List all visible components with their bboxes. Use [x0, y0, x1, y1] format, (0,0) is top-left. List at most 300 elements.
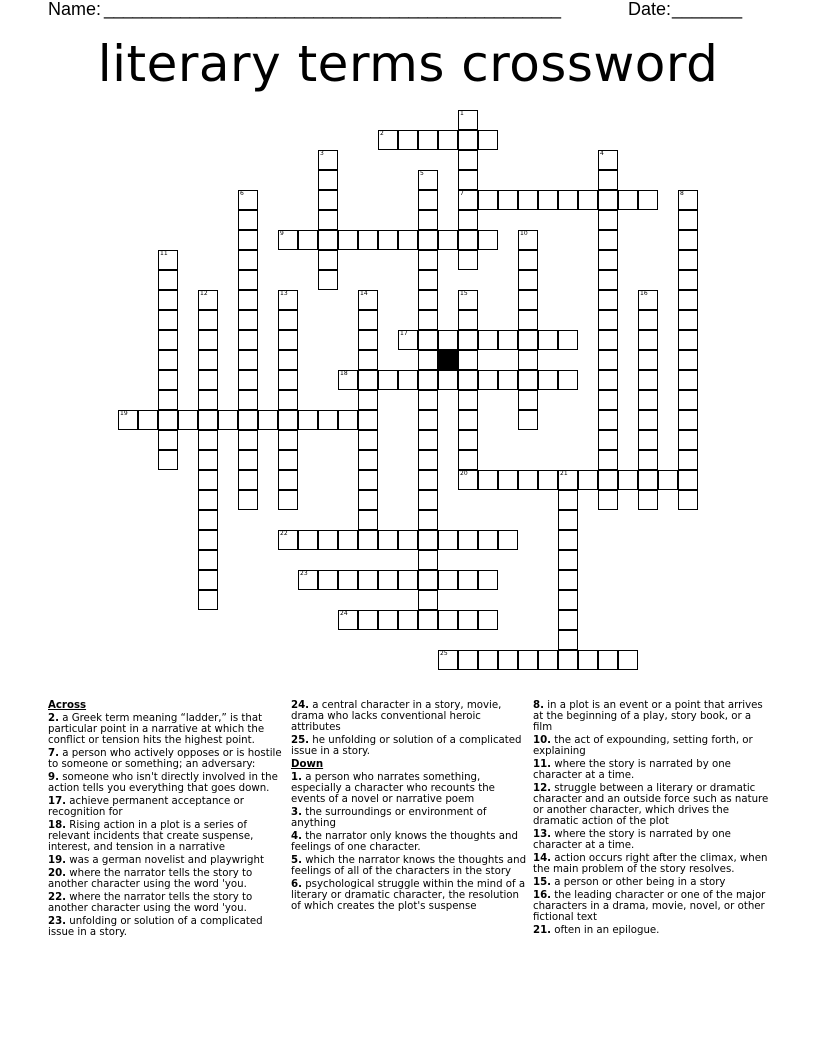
grid-cell[interactable]	[358, 330, 378, 350]
grid-cell[interactable]	[318, 210, 338, 230]
grid-cell[interactable]	[418, 570, 438, 590]
grid-cell[interactable]	[358, 410, 378, 430]
grid-cell[interactable]	[458, 430, 478, 450]
grid-cell[interactable]	[638, 370, 658, 390]
grid-cell[interactable]	[458, 310, 478, 330]
clue-number: 6.	[291, 879, 302, 890]
grid-cell[interactable]	[238, 270, 258, 290]
grid-cell[interactable]	[338, 410, 358, 430]
clue-item	[48, 855, 284, 866]
grid-cell[interactable]	[458, 230, 478, 250]
grid-cell[interactable]	[598, 410, 618, 430]
grid-cell[interactable]	[438, 530, 458, 550]
grid-cell[interactable]	[338, 570, 358, 590]
clue-item	[533, 853, 769, 875]
grid-cell[interactable]	[418, 530, 438, 550]
grid-cell[interactable]	[418, 330, 438, 350]
grid-cell[interactable]	[158, 390, 178, 410]
date-label: Date:	[628, 0, 672, 19]
grid-cell[interactable]	[518, 190, 538, 210]
grid-cell[interactable]	[418, 470, 438, 490]
name-field[interactable]: ________________________________________________	[104, 0, 561, 19]
grid-cell[interactable]	[418, 410, 438, 430]
grid-cell[interactable]	[358, 370, 378, 390]
grid-cell[interactable]	[238, 210, 258, 230]
grid-cell[interactable]	[418, 270, 438, 290]
grid-cell[interactable]	[238, 290, 258, 310]
grid-cell[interactable]	[458, 210, 478, 230]
grid-cell[interactable]	[638, 330, 658, 350]
grid-cell[interactable]	[458, 330, 478, 350]
grid-cell[interactable]	[538, 190, 558, 210]
grid-cell[interactable]	[558, 590, 578, 610]
clue-number: 14.	[533, 853, 552, 864]
clue-text: the surroundings or environment of anything	[291, 807, 487, 829]
grid-cell[interactable]	[678, 290, 698, 310]
grid-cell[interactable]	[638, 390, 658, 410]
grid-cell[interactable]	[358, 510, 378, 530]
grid-cell[interactable]	[418, 590, 438, 610]
grid-cell[interactable]	[158, 350, 178, 370]
grid-cell[interactable]	[678, 490, 698, 510]
grid-cell[interactable]	[338, 230, 358, 250]
clue-item	[291, 700, 527, 733]
grid-cell[interactable]	[358, 610, 378, 630]
grid-cell[interactable]	[338, 530, 358, 550]
grid-cell[interactable]	[458, 610, 478, 630]
grid-cell[interactable]	[598, 150, 618, 170]
grid-cell[interactable]	[318, 190, 338, 210]
grid-cell[interactable]	[458, 350, 478, 370]
grid-cell[interactable]	[418, 350, 438, 370]
grid-cell[interactable]	[298, 410, 318, 430]
grid-cell[interactable]	[618, 470, 638, 490]
grid-cell[interactable]	[338, 370, 358, 390]
grid-cell[interactable]	[558, 370, 578, 390]
cell-number: 23	[300, 570, 308, 577]
grid-cell[interactable]	[358, 490, 378, 510]
grid-cell[interactable]	[638, 310, 658, 330]
grid-cell[interactable]	[538, 650, 558, 670]
grid-cell[interactable]	[638, 350, 658, 370]
grid-cell[interactable]	[518, 230, 538, 250]
grid-cell[interactable]	[278, 430, 298, 450]
grid-cell[interactable]	[678, 210, 698, 230]
grid-cell[interactable]	[598, 310, 618, 330]
grid-cell[interactable]	[318, 170, 338, 190]
grid-cell[interactable]	[458, 110, 478, 130]
grid-cell[interactable]	[558, 570, 578, 590]
grid-cell[interactable]	[158, 370, 178, 390]
grid-cell[interactable]	[498, 470, 518, 490]
grid-cell[interactable]	[278, 310, 298, 330]
grid-cell[interactable]	[678, 370, 698, 390]
grid-cell[interactable]	[678, 450, 698, 470]
cell-number: 3	[320, 150, 324, 157]
grid-cell[interactable]	[198, 450, 218, 470]
grid-cell[interactable]	[438, 570, 458, 590]
grid-cell[interactable]	[458, 290, 478, 310]
grid-cell[interactable]	[418, 310, 438, 330]
grid-cell[interactable]	[278, 370, 298, 390]
grid-cell[interactable]	[598, 650, 618, 670]
grid-cell[interactable]	[478, 370, 498, 390]
grid-cell[interactable]	[558, 330, 578, 350]
grid-cell[interactable]	[598, 370, 618, 390]
grid-cell[interactable]	[338, 610, 358, 630]
grid-cell[interactable]	[418, 430, 438, 450]
grid-cell[interactable]	[358, 310, 378, 330]
grid-cell[interactable]	[238, 370, 258, 390]
grid-cell[interactable]	[378, 570, 398, 590]
grid-cell[interactable]	[538, 370, 558, 390]
grid-cell[interactable]	[598, 390, 618, 410]
grid-cell[interactable]	[618, 650, 638, 670]
grid-cell[interactable]	[198, 330, 218, 350]
grid-cell[interactable]	[378, 610, 398, 630]
clue-number: 19.	[48, 855, 67, 866]
grid-cell[interactable]	[458, 170, 478, 190]
grid-cell[interactable]	[378, 230, 398, 250]
grid-cell[interactable]	[118, 410, 138, 430]
grid-cell[interactable]	[478, 470, 498, 490]
grid-cell[interactable]	[678, 270, 698, 290]
clue-item	[533, 890, 769, 923]
grid-cell[interactable]	[678, 230, 698, 250]
grid-cell[interactable]	[678, 190, 698, 210]
grid-cell[interactable]	[558, 510, 578, 530]
grid-cell[interactable]	[558, 190, 578, 210]
grid-cell[interactable]	[278, 530, 298, 550]
grid-cell[interactable]	[198, 550, 218, 570]
clue-text: psychological struggle within the mind of a literary or dramatic character, the resolution of which creates the plot's suspense	[291, 879, 526, 912]
grid-cell[interactable]	[578, 650, 598, 670]
date-field[interactable]: _______	[672, 0, 743, 19]
grid-cell[interactable]	[458, 570, 478, 590]
grid-cell[interactable]	[398, 530, 418, 550]
grid-cell[interactable]	[158, 430, 178, 450]
grid-cell[interactable]	[598, 330, 618, 350]
grid-cell[interactable]	[638, 490, 658, 510]
grid-cell[interactable]	[598, 430, 618, 450]
grid-cell[interactable]	[198, 590, 218, 610]
grid-cell[interactable]	[398, 130, 418, 150]
grid-cell[interactable]	[198, 470, 218, 490]
grid-cell[interactable]	[438, 230, 458, 250]
grid-cell[interactable]	[458, 190, 478, 210]
grid-cell[interactable]	[158, 330, 178, 350]
clue-text: where the story is narrated by one character at a time.	[533, 829, 731, 851]
grid-cell[interactable]	[598, 170, 618, 190]
name-label: Name:	[48, 0, 102, 19]
grid-cell[interactable]	[278, 330, 298, 350]
grid-cell[interactable]	[438, 130, 458, 150]
grid-cell[interactable]	[158, 250, 178, 270]
grid-cell[interactable]	[458, 250, 478, 270]
grid-cell[interactable]	[598, 450, 618, 470]
grid-cell[interactable]	[418, 510, 438, 530]
grid-cell[interactable]	[318, 530, 338, 550]
grid-cell[interactable]	[418, 610, 438, 630]
grid-cell[interactable]	[198, 390, 218, 410]
grid-cell[interactable]	[518, 270, 538, 290]
grid-cell[interactable]	[478, 330, 498, 350]
grid-cell[interactable]	[578, 190, 598, 210]
grid-cell[interactable]	[158, 310, 178, 330]
blocked-cell	[438, 350, 458, 370]
grid-cell[interactable]	[358, 450, 378, 470]
clue-item	[48, 796, 284, 818]
grid-cell[interactable]	[158, 290, 178, 310]
grid-cell[interactable]	[418, 390, 438, 410]
grid-cell[interactable]	[238, 410, 258, 430]
grid-cell[interactable]	[278, 230, 298, 250]
grid-cell[interactable]	[558, 470, 578, 490]
grid-cell[interactable]	[598, 270, 618, 290]
grid-cell[interactable]	[278, 350, 298, 370]
grid-cell[interactable]	[478, 650, 498, 670]
grid-cell[interactable]	[298, 530, 318, 550]
grid-cell[interactable]	[478, 190, 498, 210]
clue-text: a Greek term meaning “ladder,” is that particular point in a narrative at which the conflict or tension hits the highest point.	[48, 713, 265, 746]
grid-cell[interactable]	[358, 530, 378, 550]
grid-cell[interactable]	[618, 190, 638, 210]
grid-cell[interactable]	[558, 610, 578, 630]
clue-number: 7.	[48, 748, 59, 759]
grid-cell[interactable]	[238, 470, 258, 490]
grid-cell[interactable]	[238, 310, 258, 330]
grid-cell[interactable]	[598, 190, 618, 210]
clue-item	[48, 820, 284, 853]
grid-cell[interactable]	[678, 410, 698, 430]
grid-cell[interactable]	[678, 310, 698, 330]
grid-cell[interactable]	[398, 370, 418, 390]
grid-cell[interactable]	[218, 410, 238, 430]
clue-item	[533, 700, 769, 733]
grid-cell[interactable]	[478, 230, 498, 250]
grid-cell[interactable]	[358, 230, 378, 250]
grid-cell[interactable]	[198, 530, 218, 550]
grid-cell[interactable]	[638, 470, 658, 490]
grid-cell[interactable]	[538, 330, 558, 350]
grid-cell[interactable]	[678, 250, 698, 270]
grid-cell[interactable]	[598, 290, 618, 310]
grid-cell[interactable]	[458, 450, 478, 470]
grid-cell[interactable]	[458, 390, 478, 410]
grid-cell[interactable]	[598, 350, 618, 370]
grid-cell[interactable]	[578, 470, 598, 490]
grid-cell[interactable]	[198, 510, 218, 530]
grid-cell[interactable]	[498, 530, 518, 550]
grid-cell[interactable]	[378, 370, 398, 390]
clue-number: 24.	[291, 700, 310, 711]
grid-cell[interactable]	[358, 470, 378, 490]
grid-cell[interactable]	[278, 470, 298, 490]
grid-cell[interactable]	[418, 490, 438, 510]
grid-cell[interactable]	[598, 210, 618, 230]
grid-cell[interactable]	[298, 230, 318, 250]
grid-cell[interactable]	[558, 550, 578, 570]
grid-cell[interactable]	[238, 250, 258, 270]
grid-cell[interactable]	[238, 330, 258, 350]
grid-cell[interactable]	[318, 270, 338, 290]
grid-cell[interactable]	[558, 650, 578, 670]
grid-cell[interactable]	[678, 390, 698, 410]
grid-cell[interactable]	[558, 490, 578, 510]
grid-cell[interactable]	[198, 430, 218, 450]
grid-cell[interactable]	[178, 410, 198, 430]
grid-cell[interactable]	[318, 250, 338, 270]
grid-cell[interactable]	[558, 530, 578, 550]
grid-cell[interactable]	[238, 450, 258, 470]
grid-cell[interactable]	[278, 290, 298, 310]
across-clue-list	[48, 713, 284, 938]
grid-cell[interactable]	[518, 330, 538, 350]
grid-cell[interactable]	[418, 170, 438, 190]
grid-cell[interactable]	[418, 290, 438, 310]
grid-cell[interactable]	[278, 490, 298, 510]
grid-cell[interactable]	[598, 470, 618, 490]
grid-cell[interactable]	[438, 650, 458, 670]
grid-cell[interactable]	[358, 570, 378, 590]
grid-cell[interactable]	[518, 390, 538, 410]
grid-cell[interactable]	[418, 130, 438, 150]
grid-cell[interactable]	[278, 390, 298, 410]
grid-cell[interactable]	[158, 270, 178, 290]
grid-cell[interactable]	[498, 330, 518, 350]
grid-cell[interactable]	[498, 370, 518, 390]
grid-cell[interactable]	[678, 470, 698, 490]
grid-cell[interactable]	[478, 530, 498, 550]
grid-cell[interactable]	[238, 390, 258, 410]
grid-cell[interactable]	[158, 410, 178, 430]
grid-cell[interactable]	[658, 470, 678, 490]
grid-cell[interactable]	[378, 530, 398, 550]
grid-cell[interactable]	[518, 250, 538, 270]
grid-cell[interactable]	[458, 130, 478, 150]
grid-cell[interactable]	[518, 290, 538, 310]
grid-cell[interactable]	[418, 230, 438, 250]
grid-cell[interactable]	[458, 370, 478, 390]
grid-cell[interactable]	[458, 470, 478, 490]
grid-cell[interactable]	[518, 410, 538, 430]
grid-cell[interactable]	[478, 570, 498, 590]
grid-cell[interactable]	[358, 350, 378, 370]
grid-cell[interactable]	[318, 230, 338, 250]
clue-item	[48, 713, 284, 746]
grid-cell[interactable]	[358, 290, 378, 310]
grid-cell[interactable]	[398, 230, 418, 250]
grid-cell[interactable]	[638, 410, 658, 430]
grid-cell[interactable]	[678, 330, 698, 350]
grid-cell[interactable]	[418, 190, 438, 210]
grid-cell[interactable]	[598, 230, 618, 250]
grid-cell[interactable]	[198, 310, 218, 330]
grid-cell[interactable]	[418, 370, 438, 390]
grid-cell[interactable]	[498, 190, 518, 210]
grid-cell[interactable]	[418, 450, 438, 470]
clue-text: the act of expounding, setting forth, or explaining	[533, 735, 753, 757]
grid-cell[interactable]	[638, 190, 658, 210]
grid-cell[interactable]	[238, 490, 258, 510]
grid-cell[interactable]	[258, 410, 278, 430]
grid-cell[interactable]	[518, 350, 538, 370]
clue-number: 12.	[533, 783, 552, 794]
down-clue-list-continued	[533, 700, 769, 936]
grid-cell[interactable]	[318, 150, 338, 170]
grid-cell[interactable]	[498, 650, 518, 670]
grid-cell[interactable]	[518, 310, 538, 330]
grid-cell[interactable]	[198, 490, 218, 510]
grid-cell[interactable]	[358, 390, 378, 410]
grid-cell[interactable]	[518, 650, 538, 670]
grid-cell[interactable]	[298, 570, 318, 590]
grid-cell[interactable]	[458, 530, 478, 550]
clue-text: he unfolding or solution of a complicated issue in a story.	[291, 735, 522, 757]
grid-cell[interactable]	[458, 650, 478, 670]
grid-cell[interactable]	[638, 430, 658, 450]
grid-cell[interactable]	[518, 470, 538, 490]
grid-cell[interactable]	[238, 190, 258, 210]
grid-cell[interactable]	[538, 470, 558, 490]
grid-cell[interactable]	[418, 210, 438, 230]
grid-cell[interactable]	[358, 430, 378, 450]
grid-cell[interactable]	[318, 410, 338, 430]
grid-cell[interactable]	[458, 150, 478, 170]
grid-cell[interactable]	[438, 610, 458, 630]
grid-cell[interactable]	[198, 350, 218, 370]
cell-number: 22	[280, 530, 288, 537]
grid-cell[interactable]	[278, 410, 298, 430]
grid-cell[interactable]	[638, 290, 658, 310]
grid-cell[interactable]	[558, 630, 578, 650]
grid-cell[interactable]	[138, 410, 158, 430]
grid-cell[interactable]	[418, 550, 438, 570]
clue-text: the narrator only knows the thoughts and feelings of one character.	[291, 831, 518, 853]
across-heading: Across	[48, 700, 87, 711]
grid-cell[interactable]	[238, 430, 258, 450]
grid-cell[interactable]	[478, 130, 498, 150]
grid-cell[interactable]	[198, 570, 218, 590]
grid-cell[interactable]	[238, 230, 258, 250]
clue-item	[533, 735, 769, 757]
grid-cell[interactable]	[198, 290, 218, 310]
grid-cell[interactable]	[678, 430, 698, 450]
grid-cell[interactable]	[198, 410, 218, 430]
clue-item	[48, 916, 284, 938]
grid-cell[interactable]	[638, 450, 658, 470]
grid-cell[interactable]	[458, 410, 478, 430]
grid-cell[interactable]	[478, 610, 498, 630]
grid-cell[interactable]	[158, 450, 178, 470]
clue-text: where the story is narrated by one character at a time.	[533, 759, 731, 781]
grid-cell[interactable]	[678, 350, 698, 370]
grid-cell[interactable]	[198, 370, 218, 390]
grid-cell[interactable]	[398, 330, 418, 350]
grid-cell[interactable]	[318, 570, 338, 590]
grid-cell[interactable]	[418, 250, 438, 270]
grid-cell[interactable]	[598, 490, 618, 510]
grid-cell[interactable]	[598, 250, 618, 270]
grid-cell[interactable]	[378, 130, 398, 150]
grid-cell[interactable]	[398, 610, 418, 630]
grid-cell[interactable]	[518, 370, 538, 390]
grid-cell[interactable]	[438, 370, 458, 390]
grid-cell[interactable]	[438, 330, 458, 350]
grid-cell[interactable]	[278, 450, 298, 470]
grid-cell[interactable]	[238, 350, 258, 370]
grid-cell[interactable]	[398, 570, 418, 590]
